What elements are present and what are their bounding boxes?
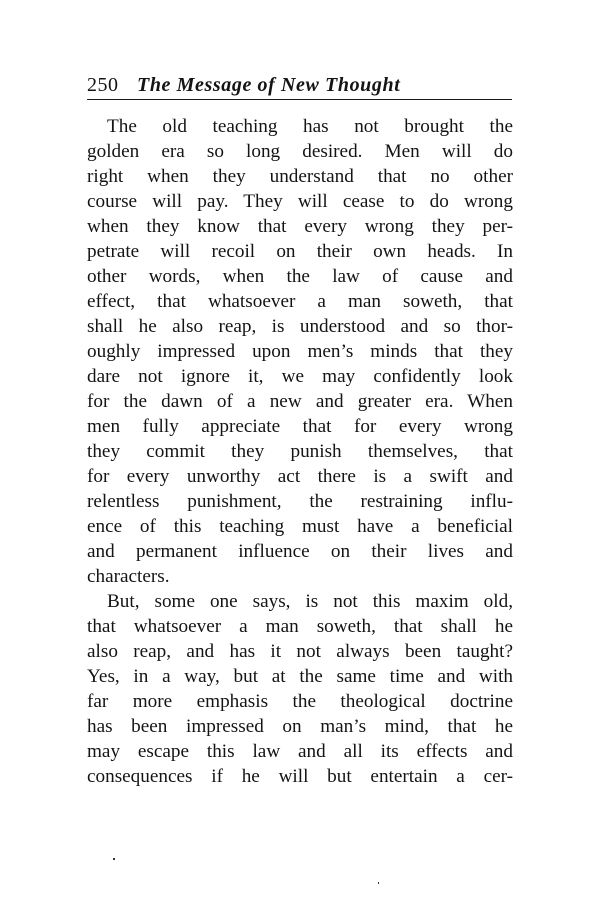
text-line: other words, when the law of cause and — [87, 266, 513, 287]
paragraph-1 — [87, 114, 513, 589]
header-rule — [87, 99, 512, 100]
text-line: petrate will recoil on their own heads. In — [87, 241, 513, 262]
text-line: that whatsoever a man soweth, that shall he — [87, 616, 513, 637]
text-line: characters. — [87, 566, 170, 587]
text-line: for the dawn of a new and greater era. When — [87, 391, 513, 412]
running-head — [87, 72, 512, 98]
text-line: course will pay. They will cease to do wrong — [87, 191, 513, 212]
text-line: dare not ignore it, we may confidently look — [87, 366, 513, 387]
book-title: The Message of New Thought — [137, 74, 401, 96]
text-line: consequences if he will but entertain a cer- — [87, 766, 513, 787]
text-line: when they know that every wrong they per- — [87, 216, 513, 237]
text-line: also reap, and has it not always been taught? — [87, 641, 513, 662]
text-line: they commit they punish themselves, that — [87, 441, 513, 462]
text-line: Yes, in a way, but at the same time and with — [87, 666, 513, 687]
text-line: right when they understand that no other — [87, 166, 513, 187]
body-text — [87, 114, 513, 789]
text-line: and permanent influence on their lives and — [87, 541, 513, 562]
text-line: oughly impressed upon men’s minds that they — [87, 341, 513, 362]
text-line: far more emphasis the theological doctrine — [87, 691, 513, 712]
text-line: But, some one says, is not this maxim old, — [107, 591, 513, 612]
text-line: may escape this law and all its effects and — [87, 741, 513, 762]
scan-speck — [113, 858, 115, 860]
text-line: shall he also reap, is understood and so thor- — [87, 316, 513, 337]
text-line: effect, that whatsoever a man soweth, that — [87, 291, 513, 312]
text-line: golden era so long desired. Men will do — [87, 141, 513, 162]
page-number: 250 — [87, 74, 119, 96]
text-line: ence of this teaching must have a beneficial — [87, 516, 513, 537]
text-line: men fully appreciate that for every wrong — [87, 416, 513, 437]
text-line: relentless punishment, the restraining influ- — [87, 491, 513, 512]
text-line: has been impressed on man’s mind, that he — [87, 716, 513, 737]
scan-speck — [378, 882, 379, 884]
text-line: for every unworthy act there is a swift and — [87, 466, 513, 487]
text-line: The old teaching has not brought the — [107, 116, 513, 137]
paragraph-2 — [87, 589, 513, 789]
